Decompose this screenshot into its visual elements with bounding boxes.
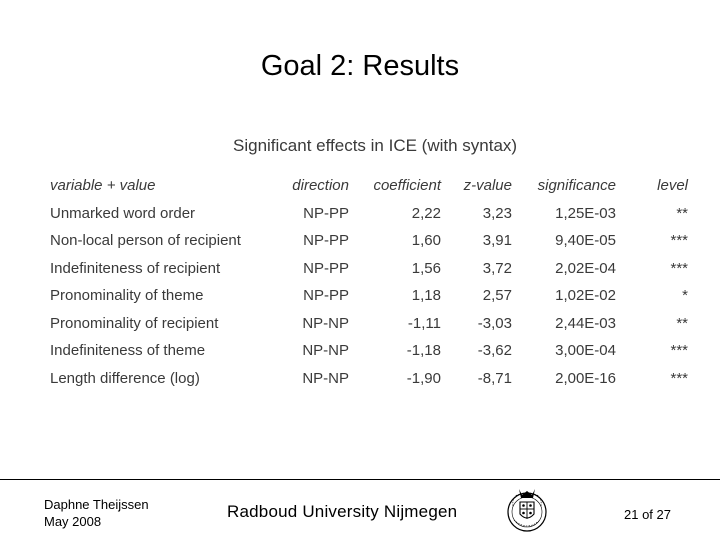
header-level: level: [657, 177, 688, 195]
cell-level: *: [682, 287, 688, 305]
table-row: [50, 200, 688, 228]
cell-significance: 2,44E-03: [555, 314, 616, 332]
cell-z-value: 2,57: [482, 287, 512, 305]
cell-variable: Non-local person of recipient: [50, 232, 241, 250]
cell-level: **: [676, 204, 688, 222]
cell-coefficient: -1,11: [407, 314, 441, 332]
cell-z-value: -8,71: [477, 369, 512, 387]
header-significance: significance: [537, 177, 616, 195]
cell-coefficient: 2,22: [411, 204, 441, 222]
table-row: [50, 282, 688, 310]
cell-coefficient: -1,18: [406, 342, 441, 360]
cell-significance: 2,00E-16: [555, 369, 616, 387]
cell-significance: 9,40E-05: [555, 232, 616, 250]
author-date: May 2008: [44, 514, 102, 529]
cell-direction: NP-NP: [302, 314, 349, 332]
cell-level: ***: [670, 259, 688, 277]
cell-coefficient: 1,18: [411, 287, 441, 305]
cell-z-value: 3,72: [482, 259, 512, 277]
table-row: [50, 310, 688, 338]
table-row: [50, 337, 688, 365]
cell-variable: Length difference (log): [50, 369, 200, 387]
cell-direction: NP-PP: [303, 287, 349, 305]
cell-z-value: -3,62: [477, 342, 512, 360]
slide-title: Goal 2: Results: [260, 50, 460, 82]
cell-direction: NP-PP: [303, 232, 349, 250]
cell-z-value: 3,23: [482, 204, 512, 222]
page-number: 21 of 27: [624, 507, 671, 522]
author-block: [44, 496, 149, 530]
cell-variable: Indefiniteness of recipient: [50, 259, 221, 277]
cell-coefficient: 1,56: [411, 259, 441, 277]
cell-coefficient: 1,60: [411, 232, 441, 250]
cell-level: ***: [670, 369, 688, 387]
table-header-row: [50, 172, 688, 200]
cell-z-value: 3,91: [482, 232, 512, 250]
cell-variable: Indefiniteness of theme: [50, 342, 206, 360]
cell-direction: NP-PP: [303, 204, 349, 222]
header-coefficient: coefficient: [373, 177, 441, 195]
cell-variable: Pronominality of recipient: [50, 314, 219, 332]
university-seal-icon: [505, 484, 549, 534]
cell-level: **: [676, 314, 688, 332]
cell-variable: Unmarked word order: [50, 204, 196, 222]
header-variable: variable + value: [50, 177, 156, 195]
cell-direction: NP-NP: [302, 342, 349, 360]
cell-variable: Pronominality of theme: [50, 287, 204, 305]
cell-significance: 3,00E-04: [555, 342, 616, 360]
table-subtitle: Significant effects in ICE (with syntax): [233, 136, 518, 155]
footer-divider: [0, 479, 720, 480]
author-name: Daphne Theijssen: [44, 497, 149, 512]
cell-level: ***: [670, 342, 688, 360]
cell-direction: NP-PP: [303, 259, 349, 277]
header-direction: direction: [292, 177, 349, 195]
results-table: [50, 172, 688, 392]
cell-direction: NP-NP: [302, 369, 349, 387]
university-name: Radboud University Nijmegen: [227, 502, 458, 521]
table-row: [50, 255, 688, 283]
cell-level: ***: [670, 232, 688, 250]
table-row: [50, 365, 688, 393]
table-row: [50, 227, 688, 255]
cell-z-value: -3,03: [477, 314, 512, 332]
cell-significance: 1,02E-02: [555, 287, 616, 305]
cell-significance: 2,02E-04: [555, 259, 616, 277]
cell-significance: 1,25E-03: [555, 204, 616, 222]
header-z-value: z-value: [463, 177, 512, 195]
cell-coefficient: -1,90: [406, 369, 441, 387]
